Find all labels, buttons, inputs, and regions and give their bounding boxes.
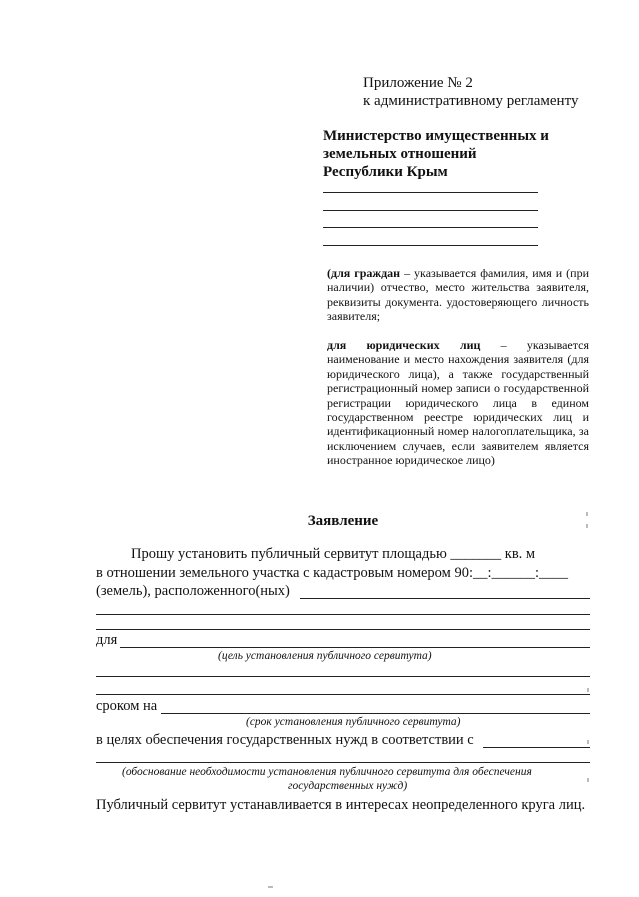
- legal-entity-note-text: – указывается наименование и место нахождения заявителя (для юридического лица), а также государственный регистрационный номер записи о государственной регистрации юридического лица в едином государственном реестре юридических лиц и идентификационный номер налогоплательщика, за исключением случаев, если заявителем является иностранное юридическое лицо): [327, 338, 589, 468]
- purpose-field-line: [120, 647, 590, 648]
- purpose-label: для: [96, 632, 118, 648]
- state-needs-extra-line: [96, 762, 590, 763]
- scan-speck: [586, 512, 588, 516]
- term-hint: (срок установления публичного сервитута): [246, 716, 461, 728]
- recipient-line-3: Республики Крым: [323, 164, 448, 180]
- state-needs-label: в целях обеспечения государственных нужд в соответствии с: [96, 732, 474, 748]
- recipient-line-1: Министерство имущественных и: [323, 128, 549, 144]
- document-title: Заявление: [307, 513, 379, 529]
- scan-speck: [268, 886, 273, 888]
- justification-hint-2: государственных нужд): [288, 780, 408, 792]
- term-field-line: [161, 713, 590, 714]
- justification-hint-1: (обоснование необходимости установления публичного сервитута для обеспечения: [122, 766, 532, 778]
- state-needs-field-line: [483, 747, 590, 748]
- legal-entity-note: [327, 338, 589, 468]
- applicant-line-3: [323, 227, 538, 228]
- scan-speck: [587, 778, 589, 782]
- location-field-line: [300, 598, 590, 599]
- location-line-prefix: (земель), расположенного(ных): [96, 583, 290, 599]
- purpose-extra-line-1: [96, 676, 590, 677]
- term-label: сроком на: [96, 698, 158, 714]
- applicant-line-1: [323, 192, 538, 193]
- recipient-line-2: земельных отношений: [323, 146, 477, 162]
- citizens-note-bold: (для граждан: [327, 266, 401, 280]
- purpose-hint: (цель установления публичного сервитута): [218, 650, 432, 662]
- scan-speck: [587, 740, 589, 744]
- appendix-number: Приложение № 2: [363, 75, 473, 91]
- location-extra-line-2: [96, 629, 590, 630]
- purpose-extra-line-2: [96, 694, 590, 695]
- appendix-regulation: к административному регламенту: [363, 93, 579, 109]
- legal-entity-note-bold: для юридических лиц: [327, 338, 481, 352]
- scan-speck: [586, 524, 588, 528]
- citizens-note: [327, 266, 589, 324]
- cadastral-number-line: в отношении земельного участка с кадастровым номером 90:__:______:____: [96, 565, 569, 581]
- location-extra-line-1: [96, 614, 590, 615]
- applicant-line-4: [323, 245, 538, 246]
- servitude-final-paragraph: Публичный сервитут устанавливается в интересах неопределенного круга лиц.: [96, 797, 586, 813]
- citizens-note-text: – указывается фамилия, имя и (при наличии) отчество, место жительства заявителя, реквизиты документа. удостоверяющего личность заявителя;: [327, 266, 589, 324]
- scan-speck: [587, 688, 589, 692]
- applicant-line-2: [323, 210, 538, 211]
- area-request-line: Прошу установить публичный сервитут площадью _______ кв. м: [131, 546, 536, 562]
